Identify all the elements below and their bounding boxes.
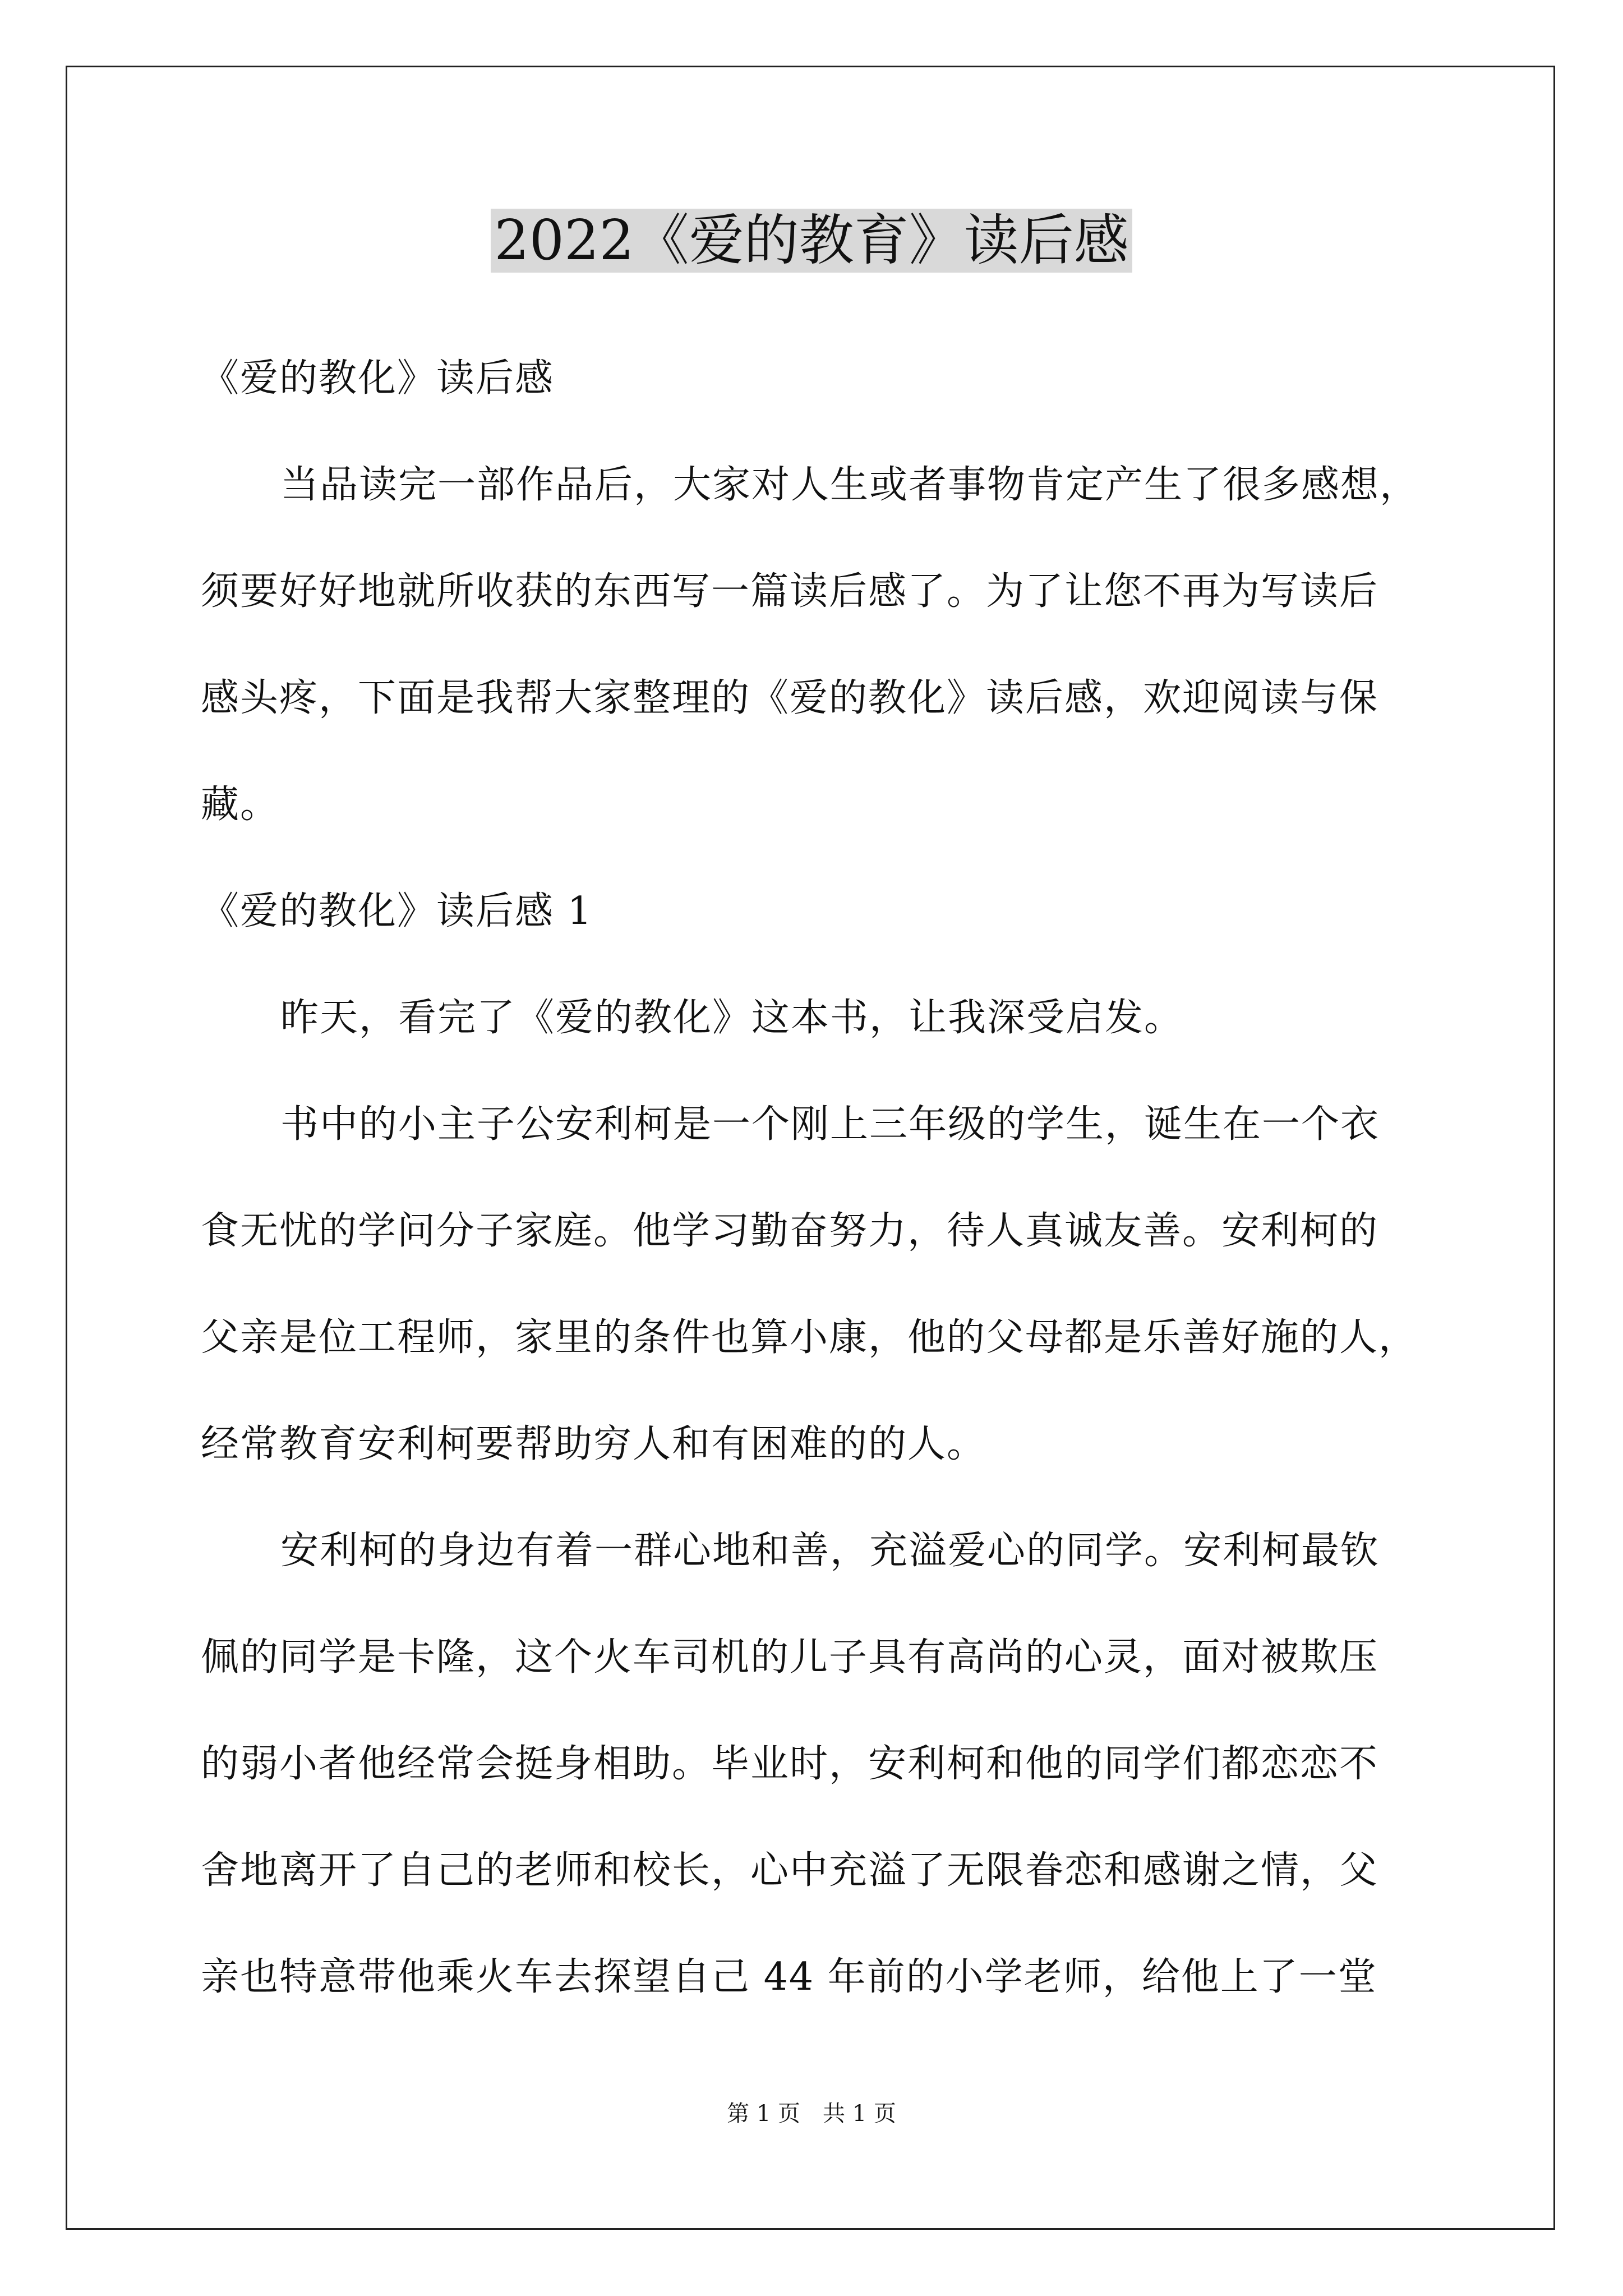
paragraph-line: 父亲是位工程师，家里的条件也算小康，他的父母都是乐善好施的人， [201, 1315, 1418, 1360]
paragraph-line: 藏。 [201, 783, 280, 827]
paragraph-line: 舍地离开了自己的老师和校长，心中充溢了无限眷恋和感谢之情，父 [201, 1848, 1379, 1893]
paragraph-line: 须要好好地就所收获的东西写一篇读后感了。为了让您不再为写读后 [201, 569, 1379, 614]
paragraph-line: 感头疼，下面是我帮大家整理的《爱的教化》读后感，欢迎阅读与保 [201, 676, 1379, 720]
page-total: 共 1 页 [823, 2101, 896, 2127]
paragraph-line: 书中的小主子公安利柯是一个刚上三年级的学生，诞生在一个衣 [280, 1102, 1380, 1147]
paragraph-line: 的弱小者他经常会挺身相助。毕业时，安利柯和他的同学们都恋恋不 [201, 1742, 1379, 1786]
page-footer [0, 2097, 1623, 2131]
paragraph-line: 佩的同学是卡隆，这个火车司机的儿子具有高尚的心灵，面对被欺压 [201, 1635, 1379, 1680]
subtitle: 《爱的教化》读后感 [201, 356, 555, 401]
document-title: 2022《爱的教育》读后感 [0, 205, 1623, 277]
page-number: 第 1 页 [727, 2101, 800, 2127]
paragraph-line: 经常教育安利柯要帮助穷人和有困难的的人。 [201, 1422, 986, 1466]
paragraph-line: 亲也特意带他乘火车去探望自己 44 年前的小学老师，给他上了一堂 [201, 1955, 1377, 1999]
paragraph-line: 食无忧的学问分子家庭。他学习勤奋努力，待人真诚友善。安利柯的 [201, 1209, 1379, 1253]
paragraph-line: 昨天，看完了《爱的教化》这本书，让我深受启发。 [280, 996, 1184, 1040]
paragraph-line: 安利柯的身边有着一群心地和善，充溢爱心的同学。安利柯最钦 [280, 1529, 1380, 1573]
paragraph-line: 当品读完一部作品后，大家对人生或者事物肯定产生了很多感想， [280, 463, 1419, 507]
section-heading: 《爱的教化》读后感 1 [201, 889, 593, 933]
